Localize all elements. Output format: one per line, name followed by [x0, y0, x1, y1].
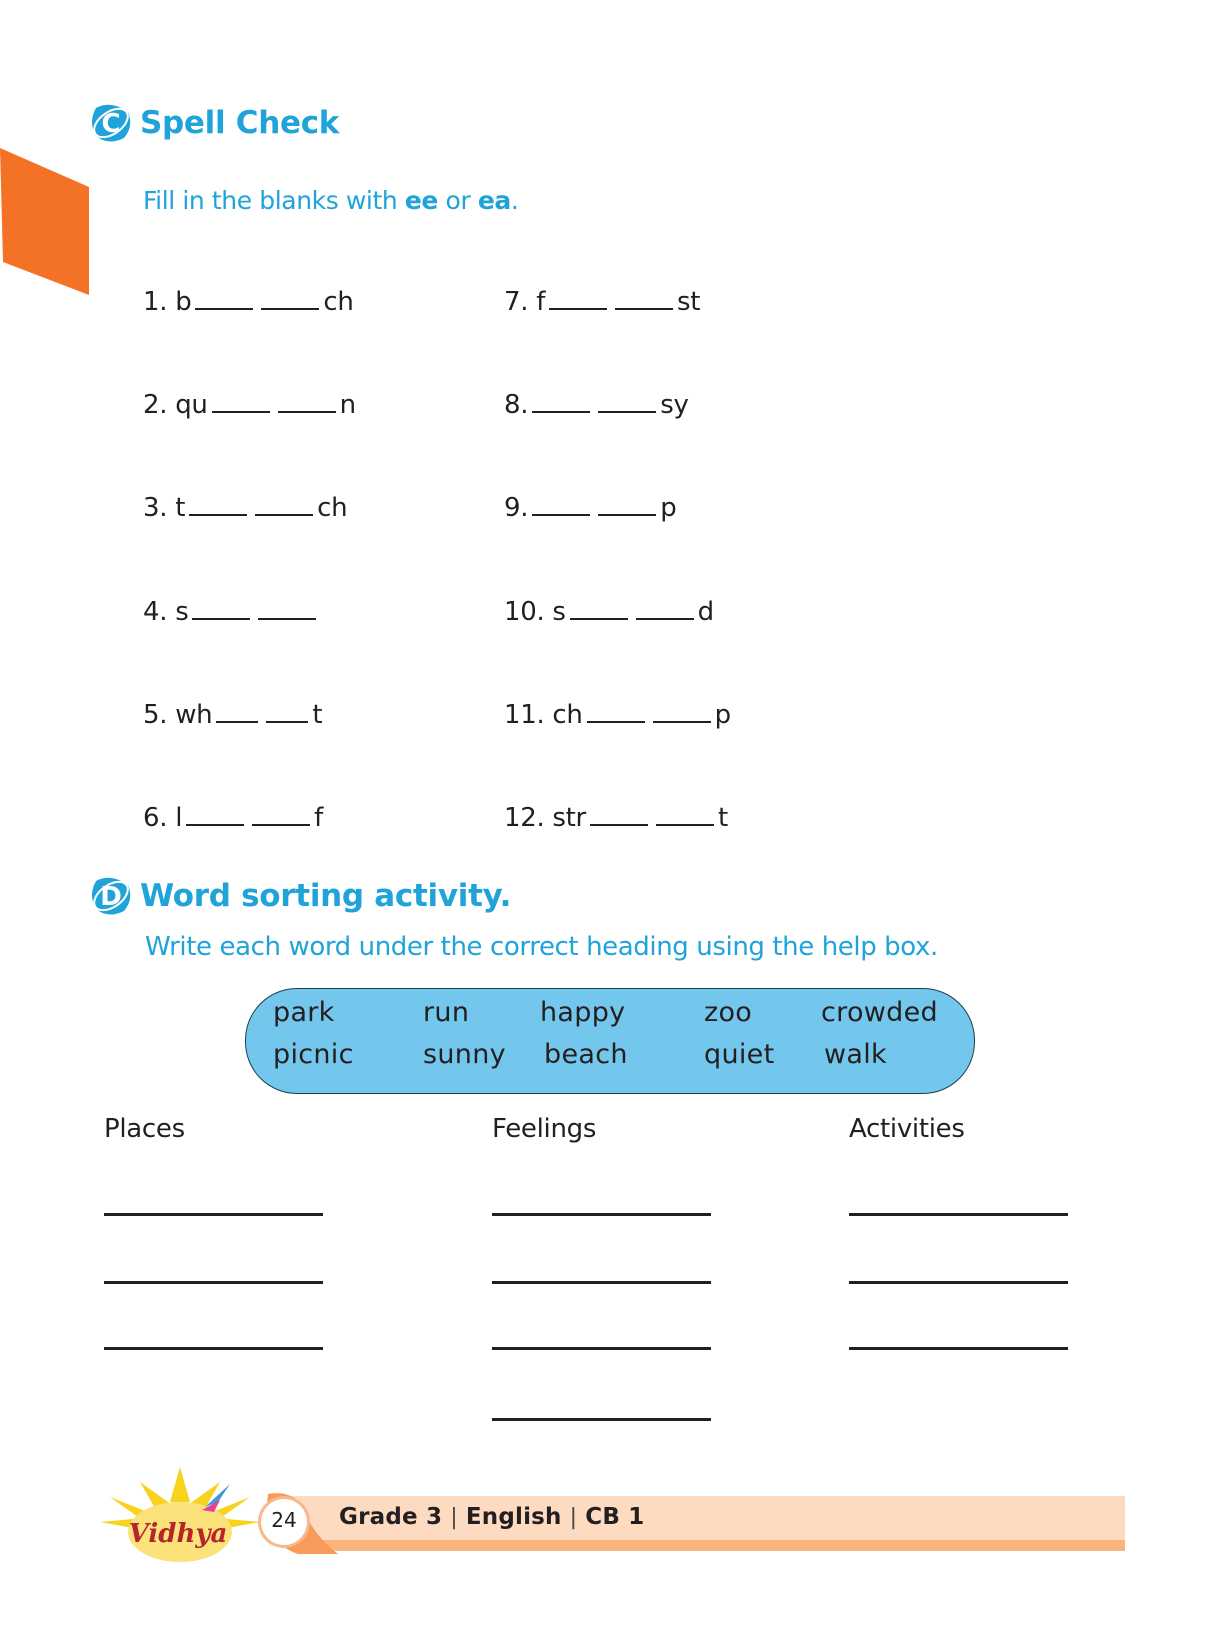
blank-input[interactable]	[598, 513, 656, 516]
help-word: run	[423, 997, 470, 1028]
blank-input[interactable]	[278, 410, 336, 413]
blank-input[interactable]	[212, 410, 270, 413]
svg-text:C: C	[101, 109, 121, 139]
section-d-title: Word sorting activity.	[140, 878, 512, 914]
spell-item-5: 5. wh t	[143, 700, 323, 730]
blank-input[interactable]	[532, 513, 590, 516]
help-word: quiet	[704, 1039, 775, 1070]
vidhya-logo	[90, 1462, 270, 1562]
section-c-title: Spell Check	[140, 105, 340, 141]
section-c-badge-icon	[88, 100, 134, 146]
blank-input[interactable]	[186, 823, 244, 826]
page-number: 24	[271, 1508, 297, 1532]
blank-input[interactable]	[656, 823, 714, 826]
spell-item-8: 8. sy	[504, 390, 689, 420]
spell-item-6: 6. l f	[143, 803, 323, 833]
blank-input[interactable]	[216, 720, 258, 723]
blank-input[interactable]	[192, 617, 250, 620]
column-heading-feelings: Feelings	[492, 1114, 597, 1144]
spell-item-9: 9. p	[504, 493, 677, 523]
spell-item-7: 7. f st	[504, 287, 701, 317]
blank-input[interactable]	[255, 513, 313, 516]
blank-input[interactable]	[590, 823, 648, 826]
help-word: picnic	[273, 1039, 354, 1070]
spell-item-1: 1. b ch	[143, 287, 354, 317]
activities-answer-line[interactable]	[849, 1213, 1068, 1216]
feelings-answer-line[interactable]	[492, 1213, 711, 1216]
help-word: park	[273, 997, 335, 1028]
blank-input[interactable]	[570, 617, 628, 620]
spell-item-3: 3. t ch	[143, 493, 348, 523]
help-word: beach	[544, 1039, 628, 1070]
spell-item-11: 11. ch p	[504, 700, 731, 730]
help-word: sunny	[423, 1039, 506, 1070]
blank-input[interactable]	[615, 307, 673, 310]
blank-input[interactable]	[587, 720, 645, 723]
footer-text: Grade 3 | English | CB 1	[339, 1504, 645, 1530]
blank-input[interactable]	[189, 513, 247, 516]
feelings-answer-line[interactable]	[492, 1418, 711, 1421]
option-ea: ea	[477, 186, 511, 215]
column-heading-activities: Activities	[849, 1114, 965, 1144]
footer-book: CB 1	[585, 1504, 645, 1530]
svg-text:D: D	[100, 882, 122, 912]
orange-corner-tab	[0, 148, 90, 296]
blank-input[interactable]	[258, 617, 316, 620]
blank-input[interactable]	[653, 720, 711, 723]
footer-subject: English	[465, 1504, 562, 1530]
spell-item-2: 2. qu n	[143, 390, 356, 420]
footer-grade: Grade 3	[339, 1504, 443, 1530]
section-d-badge-icon	[88, 873, 134, 919]
places-answer-line[interactable]	[104, 1213, 323, 1216]
option-ee: ee	[404, 186, 438, 215]
blank-input[interactable]	[549, 307, 607, 310]
section-c-heading	[88, 100, 339, 146]
blank-input[interactable]	[261, 307, 319, 310]
feelings-answer-line[interactable]	[492, 1347, 711, 1350]
help-box	[245, 988, 975, 1094]
spell-item-10: 10. s d	[504, 597, 714, 627]
svg-text:Vidhya: Vidhya	[128, 1519, 228, 1549]
feelings-answer-line[interactable]	[492, 1281, 711, 1284]
help-word: walk	[824, 1039, 887, 1070]
spell-item-4: 4. s	[143, 597, 320, 627]
activities-answer-line[interactable]	[849, 1347, 1068, 1350]
section-d-instruction: Write each word under the correct heading using the help box.	[145, 932, 938, 962]
activities-answer-line[interactable]	[849, 1281, 1068, 1284]
help-word: zoo	[704, 997, 753, 1028]
blank-input[interactable]	[252, 823, 310, 826]
column-heading-places: Places	[104, 1114, 185, 1144]
places-answer-line[interactable]	[104, 1281, 323, 1284]
help-word: happy	[540, 997, 626, 1028]
blank-input[interactable]	[195, 307, 253, 310]
section-c-instruction: Fill in the blanks with ee or ea.	[143, 186, 519, 215]
blank-input[interactable]	[532, 410, 590, 413]
spell-item-12: 12. str t	[504, 803, 728, 833]
places-answer-line[interactable]	[104, 1347, 323, 1350]
help-word: crowded	[821, 997, 938, 1028]
section-d-heading	[88, 873, 511, 919]
blank-input[interactable]	[598, 410, 656, 413]
blank-input[interactable]	[636, 617, 694, 620]
blank-input[interactable]	[266, 720, 308, 723]
